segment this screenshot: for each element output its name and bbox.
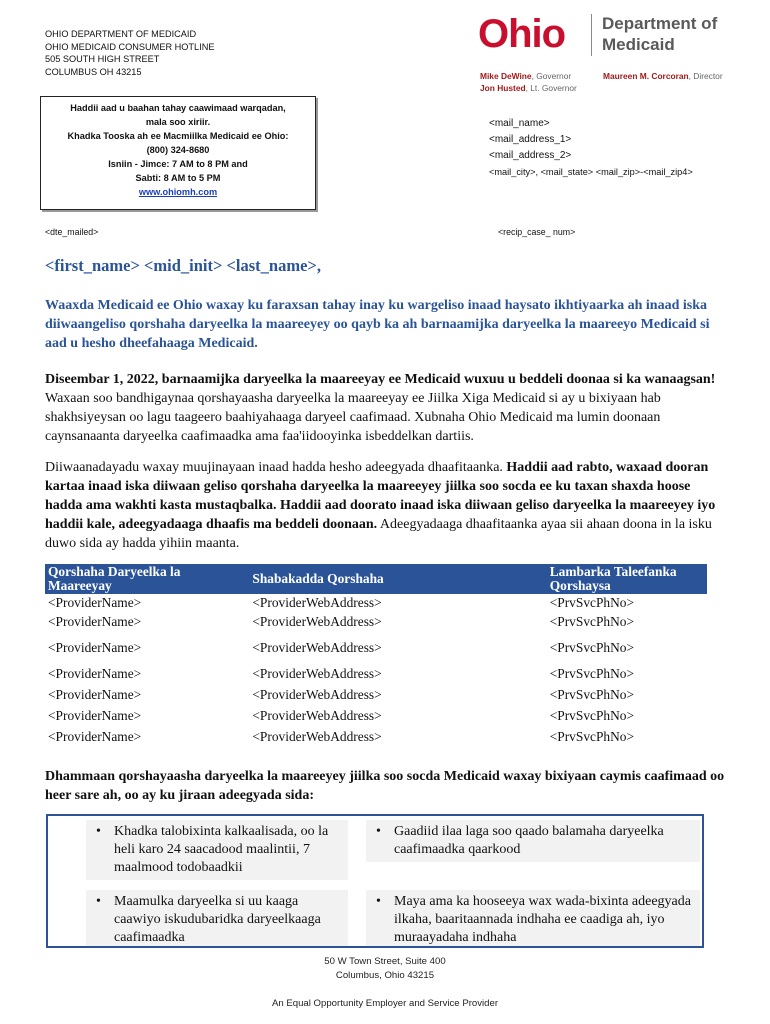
hotline-line: Khadka Tooska ah ee Macmiilka Medicaid ee Ohio: bbox=[67, 131, 289, 141]
change-notice-paragraph bbox=[45, 370, 725, 446]
director-name: Maureen M. Corcoran bbox=[603, 71, 689, 81]
director-block bbox=[603, 70, 723, 82]
governor-name: Mike DeWine bbox=[480, 71, 532, 81]
provider-name-cell: <ProviderName> bbox=[48, 595, 142, 610]
provider-phone-cell: <PrvSvcPhNo> bbox=[549, 666, 635, 681]
provider-phone-cell: <PrvSvcPhNo> bbox=[549, 640, 635, 655]
column-header: Lambarka Taleefanka Qorshaysa bbox=[547, 564, 707, 594]
table-header-row bbox=[45, 564, 707, 594]
provider-web-cell: <ProviderWebAddress> bbox=[252, 614, 382, 629]
provider-phone-cell: <PrvSvcPhNo> bbox=[549, 729, 635, 744]
change-notice-bold: Diseembar 1, 2022, barnaamijka daryeelka la maareeyay ee Medicaid wuxuu u beddeli doonaa si ka wanaagsan! bbox=[45, 372, 716, 387]
provider-phone-cell: <PrvSvcPhNo> bbox=[549, 614, 635, 629]
lt-governor-name: Jon Husted bbox=[480, 83, 526, 93]
bullet-icon: • bbox=[376, 894, 381, 909]
provider-phone-cell: <PrvSvcPhNo> bbox=[549, 687, 635, 702]
case-number: <recip_case_ num> bbox=[498, 227, 576, 237]
logo-divider bbox=[591, 14, 592, 56]
table-row bbox=[45, 632, 707, 663]
footer-city: Columbus, Ohio 43215 bbox=[335, 970, 435, 981]
hotline-website-link[interactable]: www.ohiomh.com bbox=[138, 187, 218, 197]
footer bbox=[0, 955, 770, 1011]
table-row bbox=[45, 611, 707, 632]
hotline-line: Haddii aad u baahan tahay caawimaad warqadan, bbox=[70, 103, 286, 113]
bullet-icon: • bbox=[96, 894, 101, 909]
column-header: Shabakadda Qorshaha bbox=[249, 564, 546, 594]
logo-dept-line1: Department of bbox=[602, 14, 718, 33]
mail-city-state-zip: <mail_city>, <mail_state> <mail_zip>-<mail_zip4> bbox=[489, 167, 693, 177]
table-row bbox=[45, 726, 707, 747]
table-row bbox=[45, 663, 707, 684]
provider-web-cell: <ProviderWebAddress> bbox=[252, 729, 382, 744]
waiver-text-1: Diiwaanadayadu waxay muujinayaan inaad hadda hesho adeegyada dhaafitaanka. bbox=[45, 460, 507, 475]
services-box bbox=[46, 814, 704, 948]
agency-address-line: 505 SOUTH HIGH STREET bbox=[45, 54, 160, 65]
service-item bbox=[366, 820, 700, 862]
hotline-line: mala soo xiriir. bbox=[145, 117, 211, 127]
service-text: Maamulka daryeelka si uu kaaga caawiyo iskudubaridka daryeelkaaga caafimaadka bbox=[114, 894, 321, 945]
column-header: Qorshaha Daryeelka la Maareeyay bbox=[45, 564, 249, 594]
governor-title: , Governor bbox=[531, 71, 572, 81]
director-title: , Director bbox=[688, 71, 723, 81]
salutation: <first_name> <mid_init> <last_name>, bbox=[45, 256, 321, 275]
service-item bbox=[366, 890, 700, 946]
service-item bbox=[86, 820, 348, 880]
hotline-hours: Sabti: 8 AM to 5 PM bbox=[135, 173, 221, 183]
date-mailed: <dte_mailed> bbox=[45, 227, 99, 237]
service-text: Gaadiid ilaa laga soo qaado balamaha daryeelka caafimaadka qaarkood bbox=[394, 824, 664, 857]
mail-address-1: <mail_address_1> bbox=[489, 134, 572, 145]
change-notice-text: Waxaan soo bandhigaynaa qorshayaasha daryeelka la maareeyay ee Jiilka Xiga Medicaid si ay u bixiyaan hab shakhsiyeysan oo lagu taageero baahiyahaaga daryeel caafimaad. Xubnaha Ohio Medicaid ma lumin doonaan caynsanaanta daryeelka caafimaadka ama faa'iidooyinka isbeddelkan dartiis. bbox=[45, 391, 661, 444]
provider-web-cell: <ProviderWebAddress> bbox=[252, 708, 382, 723]
provider-name-cell: <ProviderName> bbox=[48, 640, 142, 655]
hotline-phone: (800) 324-8680 bbox=[146, 145, 210, 155]
provider-phone-cell: <PrvSvcPhNo> bbox=[549, 708, 635, 723]
footer-equal-opportunity: An Equal Opportunity Employer and Service Provider bbox=[271, 998, 499, 1009]
hotline-hours: Isniin - Jimce: 7 AM to 8 PM and bbox=[108, 159, 248, 169]
logo-department bbox=[602, 13, 717, 55]
provider-web-cell: <ProviderWebAddress> bbox=[252, 595, 382, 610]
services-heading: Dhammaan qorshayaasha daryeelka la maareeyey jiilka soo socda Medicaid waxay bixiyaan caymis caafimaad oo heer sare ah, oo ay ku jiraan adeegyada sida: bbox=[45, 769, 725, 803]
mail-address-2: <mail_address_2> bbox=[489, 150, 572, 161]
provider-phone-cell: <PrvSvcPhNo> bbox=[549, 595, 635, 610]
waiver-text-2: Adeegyadaaga dhaafitaanka ayaa sii ahaan doona in la isku duwo sida ay hadda yihiin maanta. bbox=[45, 517, 712, 551]
service-item bbox=[86, 890, 348, 946]
intro-paragraph: Waaxda Medicaid ee Ohio waxay ku faraxsan tahay inay ku wargeliso inaad haysato ikhtiyaarka ah inaad iska diiwaangeliso qorshaha daryeelka la maareeyey oo qayb ka ah barnaamijka daryeelka la maareeyo Medicaid si aad u hesho dheefahaaga Medicaid. bbox=[45, 298, 710, 351]
provider-name-cell: <ProviderName> bbox=[48, 614, 142, 629]
table-row bbox=[45, 705, 707, 726]
mail-name: <mail_name> bbox=[489, 118, 550, 129]
service-text: Maya ama ka hooseeya wax wada-bixinta adeegyada ilkaha, baaritaannada indhaha ee caadiga ah, iyo muraayadaha indhaha bbox=[394, 894, 691, 945]
agency-address bbox=[45, 28, 214, 78]
provider-web-cell: <ProviderWebAddress> bbox=[252, 666, 382, 681]
providers-table bbox=[45, 564, 707, 747]
hotline-info-box bbox=[40, 96, 316, 210]
provider-web-cell: <ProviderWebAddress> bbox=[252, 640, 382, 655]
provider-name-cell: <ProviderName> bbox=[48, 729, 142, 744]
ohio-medicaid-logo bbox=[478, 10, 738, 60]
footer-street: 50 W Town Street, Suite 400 bbox=[324, 956, 446, 967]
recipient-address bbox=[489, 116, 693, 180]
waiver-bold: Haddii aad rabto, waxaad dooran kartaa inaad iska diiwaan geliso qorshaha daryeelka la maareeyey jiilka soo socda ee ku taxan shaxda hoose hadda ama wakhti kasta mustaqbalka. Haddii aad doorato inaad iska diiwaan geliso daryeelka la maareeyey iyo haddii kale, adeegyadaaga dhaafis ma beddeli doonaan. bbox=[45, 460, 716, 532]
table-row bbox=[45, 684, 707, 705]
logo-dept-line2: Medicaid bbox=[602, 35, 675, 54]
provider-name-cell: <ProviderName> bbox=[48, 687, 142, 702]
bullet-icon: • bbox=[376, 824, 381, 839]
agency-address-line: OHIO DEPARTMENT OF MEDICAID bbox=[45, 29, 197, 39]
provider-web-cell: <ProviderWebAddress> bbox=[252, 687, 382, 702]
governor-block bbox=[480, 70, 577, 94]
bullet-icon: • bbox=[96, 824, 101, 839]
waiver-paragraph bbox=[45, 458, 725, 553]
provider-name-cell: <ProviderName> bbox=[48, 708, 142, 723]
table-row bbox=[45, 594, 707, 611]
provider-name-cell: <ProviderName> bbox=[48, 666, 142, 681]
agency-address-line: COLUMBUS OH 43215 bbox=[45, 66, 142, 77]
agency-address-line: OHIO MEDICAID CONSUMER HOTLINE bbox=[45, 41, 215, 52]
service-text: Khadka talobixinta kalkaalisada, oo la heli karo 24 saacadood maalintii, 7 maalmood todobaadkii bbox=[114, 824, 329, 875]
lt-governor-title: , Lt. Governor bbox=[525, 83, 577, 93]
logo-wordmark: Ohio bbox=[478, 12, 566, 56]
